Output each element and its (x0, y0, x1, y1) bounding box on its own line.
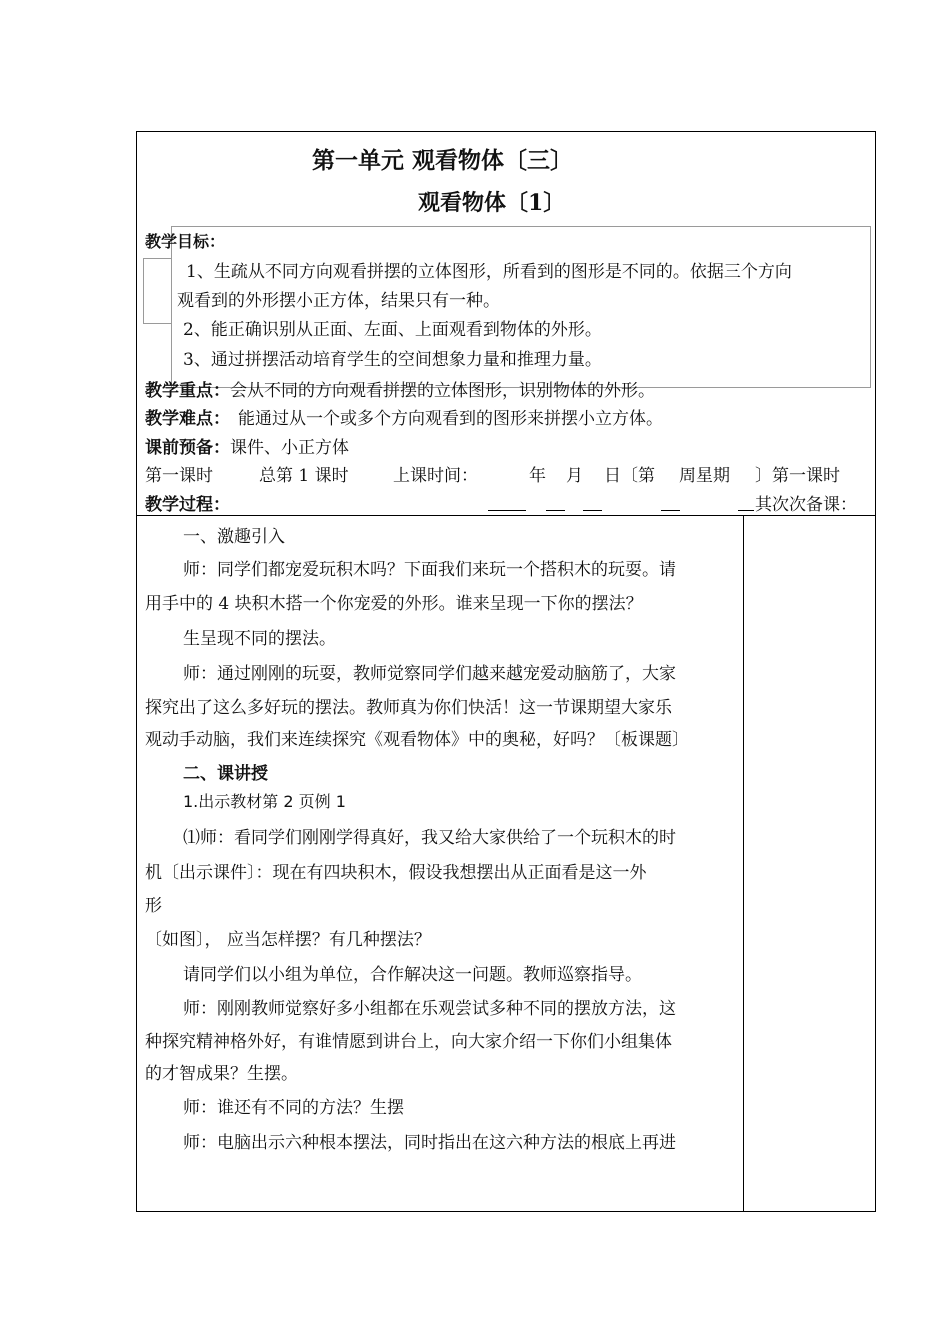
body-line: 生呈现不同的摆法。 (183, 629, 336, 649)
objective-1-line-1: 1、生疏从不同方向观看拼摆的立体图形，所看到的图形是不同的。依据三个方向 (186, 262, 792, 282)
schedule-week: 周星期 (679, 466, 730, 486)
section-intro-heading: 一、激趣引入 (183, 527, 285, 547)
body-line: 机〔出示课件〕：现在有四块积木，假设我想摆出从正面看是这一外 (145, 863, 647, 883)
difficulty-label: 教学难点： (145, 409, 230, 429)
body-line: 师：同学们都宠爱玩积木吗？下面我们来玩一个搭积木的玩耍。请 (183, 560, 676, 580)
section-teaching-heading: 二、课讲授 (183, 764, 268, 784)
table-divider-vertical (743, 515, 744, 1212)
objectives-label: 教学目标： (145, 232, 226, 251)
blank-period (738, 496, 754, 511)
body-line: 的才智成果？生摆。 (145, 1064, 298, 1084)
objective-3: 3、通过拼摆活动培育学生的空间想象力量和推理力量。 (183, 350, 602, 370)
body-line: 师：刚刚教师觉察好多小组都在乐观尝试多种不同的摆放方法，这 (183, 999, 676, 1019)
body-line: ⑴师：看同学们刚刚学得真好，我又给大家供给了一个玩积木的时 (183, 828, 676, 848)
difficulty-text: 能通过从一个或多个方向观看到的图形来拼摆小立方体。 (238, 409, 663, 429)
table-divider-horizontal (136, 515, 876, 516)
blank-day (583, 496, 602, 511)
lesson-subtitle: 观看物体〔1〕 (418, 190, 566, 216)
schedule-time-label: 上课时间： (393, 466, 478, 486)
body-line: 师：谁还有不同的方法？生摆 (183, 1098, 404, 1118)
body-line: 师：通过刚刚的玩耍，教师觉察同学们越来越宠爱动脑筋了，大家 (183, 664, 676, 684)
blank-month (546, 496, 565, 511)
focus-label: 教学重点： (145, 381, 230, 401)
body-line: 形 (145, 896, 162, 916)
body-line: 观动手动脑，我们来连续探究《观看物体》中的奥秘，好吗？〔板课题〕 (145, 730, 689, 750)
frame-tab-side (143, 258, 144, 324)
objective-2: 2、能正确识别从正面、左面、上面观看到物体的外形。 (183, 320, 602, 340)
blank-year (488, 496, 526, 511)
schedule-month: 月 (566, 466, 583, 486)
body-line: 探究出了这么多好玩的摆法。教师真为你们快活！这一节课期望大家乐 (145, 698, 672, 718)
schedule-total: 总第 1 课时 (259, 466, 349, 486)
process-label: 教学过程： (145, 495, 230, 515)
frame-tab-top (143, 258, 171, 259)
difficulty-row (145, 404, 663, 429)
schedule-day: 日〔第 (604, 466, 655, 486)
second-prep-label: 其次次备课： (755, 495, 857, 515)
schedule-lesson: 第一课时 (145, 466, 213, 486)
body-line: 1.出示教材第 2 页例 1 (183, 792, 346, 811)
preparation-row (145, 433, 349, 458)
body-line: 师：电脑出示六种根本摆法，同时指出在这六种方法的根底上再进 (183, 1133, 676, 1153)
body-line: 种探究精神格外好，有谁情愿到讲台上，向大家介绍一下你们小组集体 (145, 1032, 672, 1052)
frame-tab-bottom (143, 323, 171, 324)
page-title: 第一单元 观看物体〔三〕 (312, 147, 574, 174)
schedule-year: 年 (529, 466, 546, 486)
body-line: 用手中的 4 块积木搭一个你宠爱的外形。谁来呈现一下你的摆法？ (145, 594, 643, 614)
focus-text: 会从不同的方向观看拼摆的立体图形，识别物体的外形。 (230, 381, 655, 401)
preparation-label: 课前预备： (145, 438, 230, 458)
body-line: 〔如图〕， 应当怎样摆？有几种摆法？ (145, 930, 431, 950)
blank-week (661, 496, 680, 511)
objective-1-line-2: 观看到的外形摆小正方体，结果只有一种。 (177, 291, 500, 311)
body-line: 请同学们以小组为单位，合作解决这一问题。教师巡察指导。 (183, 965, 642, 985)
schedule-end: 〕第一课时 (755, 466, 840, 486)
focus-row (145, 376, 655, 401)
preparation-text: 课件、小正方体 (230, 438, 349, 458)
